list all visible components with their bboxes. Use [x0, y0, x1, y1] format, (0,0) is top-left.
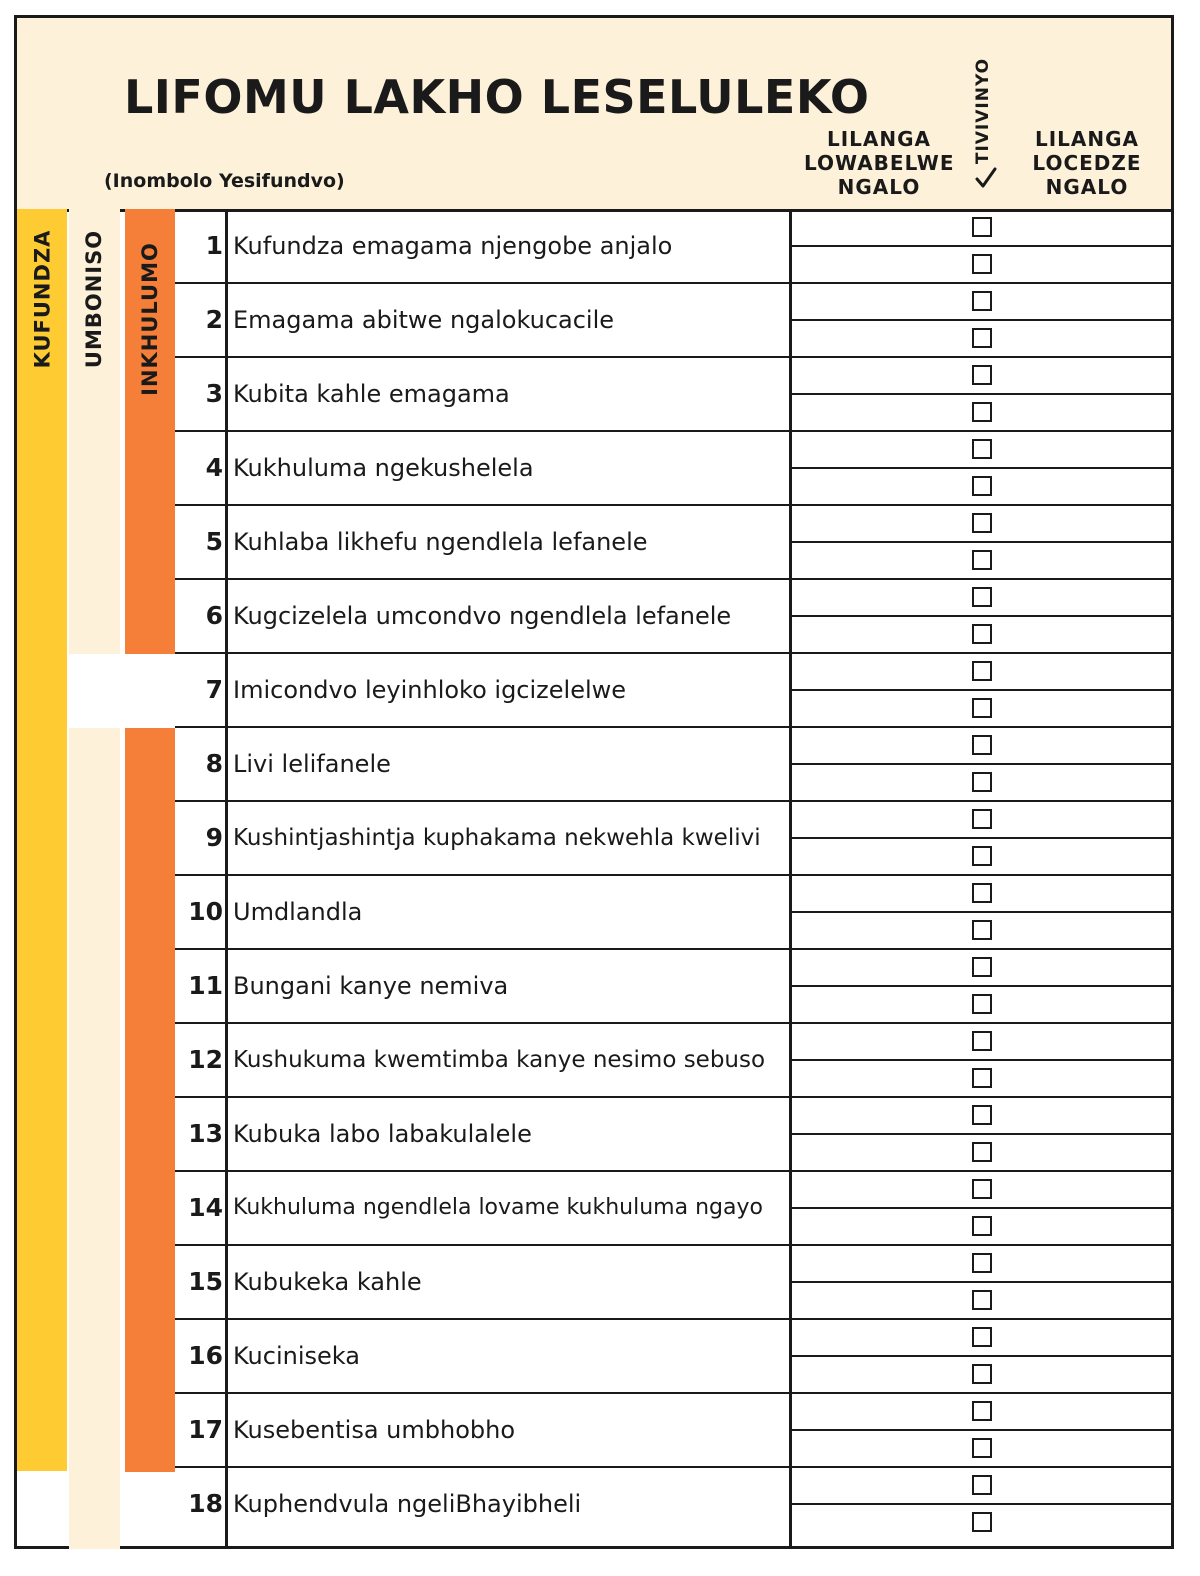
checkbox[interactable]	[972, 1068, 992, 1088]
checkbox[interactable]	[972, 439, 992, 459]
row-label: Kubukeka kahle	[233, 1268, 422, 1296]
row-label: Kufundza emagama njengobe anjalo	[233, 232, 673, 260]
checkbox[interactable]	[972, 846, 992, 866]
row-number: 16	[188, 1341, 223, 1370]
checkbox[interactable]	[972, 920, 992, 940]
table-row	[175, 1245, 1171, 1319]
counsel-form	[14, 15, 1174, 1549]
row-number: 4	[205, 453, 223, 482]
checkbox[interactable]	[972, 957, 992, 977]
column-header-exercises	[961, 48, 1009, 198]
category-band-inkhulumo-continued	[125, 728, 175, 1472]
row-number: 11	[188, 971, 223, 1000]
row-label: Kuphendvula ngeliBhayibheli	[233, 1490, 582, 1518]
table-row	[175, 1097, 1171, 1171]
checkbox[interactable]	[972, 735, 992, 755]
table-row	[175, 431, 1171, 505]
row-number: 5	[205, 527, 223, 556]
checkbox[interactable]	[972, 513, 992, 533]
row-number: 10	[188, 897, 223, 926]
checkmark-icon	[974, 166, 998, 190]
checkbox[interactable]	[972, 254, 992, 274]
table-row	[175, 949, 1171, 1023]
exercises-label: TIVIVINYO	[973, 57, 993, 165]
table-row	[175, 579, 1171, 653]
row-label: Emagama abitwe ngalokucacile	[233, 306, 615, 334]
checkbox[interactable]	[972, 291, 992, 311]
table-row	[175, 357, 1171, 431]
checkbox[interactable]	[972, 1031, 992, 1051]
table-row	[175, 875, 1171, 949]
checkbox[interactable]	[972, 1179, 992, 1199]
row-number: 6	[205, 601, 223, 630]
row-number: 9	[205, 823, 223, 852]
table-row	[175, 1467, 1171, 1541]
table-row	[175, 1023, 1171, 1097]
checkbox[interactable]	[972, 698, 992, 718]
checkbox[interactable]	[972, 217, 992, 237]
checkbox[interactable]	[972, 1475, 992, 1495]
row-label: Imicondvo leyinhloko igcizelelwe	[233, 676, 627, 704]
row-number: 13	[188, 1119, 223, 1148]
checkbox[interactable]	[972, 365, 992, 385]
checkbox[interactable]	[972, 809, 992, 829]
category-band-umboniso-continued	[69, 728, 120, 1549]
category-band-umboniso	[69, 209, 120, 654]
category-label-inkhulumo: INKHULUMO	[138, 242, 163, 396]
table-row	[175, 209, 1171, 283]
table-row	[175, 283, 1171, 357]
table-row	[175, 505, 1171, 579]
row-label: Kushintjashintja kuphakama nekwehla kwelivi	[233, 825, 761, 851]
table-row	[175, 801, 1171, 875]
row-number: 3	[205, 379, 223, 408]
category-band-inkhulumo	[125, 209, 175, 654]
row-number: 8	[205, 749, 223, 778]
checkbox[interactable]	[972, 1438, 992, 1458]
checkbox[interactable]	[972, 1142, 992, 1162]
row-number: 18	[188, 1489, 223, 1518]
category-label-umboniso: UMBONISO	[82, 229, 107, 369]
category-label-kufundza: KUFUNDZA	[30, 229, 54, 369]
row-label: Kushukuma kwemtimba kanye nesimo sebuso	[233, 1047, 766, 1073]
checkbox[interactable]	[972, 476, 992, 496]
checkbox[interactable]	[972, 1290, 992, 1310]
table-row	[175, 653, 1171, 727]
row-number: 1	[205, 231, 223, 260]
row-label: Livi lelifanele	[233, 750, 391, 778]
date-column-divider	[789, 209, 792, 1549]
checkbox[interactable]	[972, 1253, 992, 1273]
number-column-divider	[225, 209, 228, 1549]
row-label: Kubita kahle emagama	[233, 380, 510, 408]
row-number: 15	[188, 1267, 223, 1296]
form-header	[17, 18, 1171, 212]
checkbox[interactable]	[972, 661, 992, 681]
checkbox[interactable]	[972, 1327, 992, 1347]
category-band-kufundza	[17, 209, 67, 1471]
row-number: 2	[205, 305, 223, 334]
checkbox[interactable]	[972, 624, 992, 644]
table-row	[175, 727, 1171, 801]
row-label: Kusebentisa umbhobho	[233, 1416, 515, 1444]
row-label: Kukhuluma ngendlela lovame kukhuluma ngayo	[233, 1195, 763, 1220]
checkbox[interactable]	[972, 587, 992, 607]
row-label: Kuciniseka	[233, 1342, 360, 1370]
row-label: Kukhuluma ngekushelela	[233, 454, 534, 482]
checkbox[interactable]	[972, 772, 992, 792]
checkbox[interactable]	[972, 883, 992, 903]
row-label: Kuhlaba likhefu ngendlela lefanele	[233, 528, 648, 556]
checkbox[interactable]	[972, 402, 992, 422]
checkbox[interactable]	[972, 1401, 992, 1421]
checkbox[interactable]	[972, 550, 992, 570]
checkbox[interactable]	[972, 994, 992, 1014]
form-title: LIFOMU LAKHO LESELULEKO	[124, 70, 870, 124]
row-label: Bungani kanye nemiva	[233, 972, 509, 1000]
row-number: 17	[188, 1415, 223, 1444]
checkbox[interactable]	[972, 1216, 992, 1236]
table-row	[175, 1393, 1171, 1467]
column-header-assigned-date: LILANGA LOWABELWE NGALO	[804, 127, 955, 199]
row-label: Kugcizelela umcondvo ngendlela lefanele	[233, 602, 732, 630]
lesson-number-label: (Inombolo Yesifundvo)	[104, 170, 345, 192]
row-number: 12	[188, 1045, 223, 1074]
checkbox[interactable]	[972, 1512, 992, 1532]
checkbox[interactable]	[972, 1364, 992, 1384]
table-row	[175, 1171, 1171, 1245]
row-label: Kubuka labo labakulalele	[233, 1120, 532, 1148]
column-header-completed-date: LILANGA LOCEDZE NGALO	[1032, 127, 1142, 199]
row-number: 7	[205, 675, 223, 704]
table-row	[175, 1319, 1171, 1393]
checkbox[interactable]	[972, 328, 992, 348]
row-number: 14	[188, 1193, 223, 1222]
row-label: Umdlandla	[233, 898, 363, 926]
checkbox[interactable]	[972, 1105, 992, 1125]
